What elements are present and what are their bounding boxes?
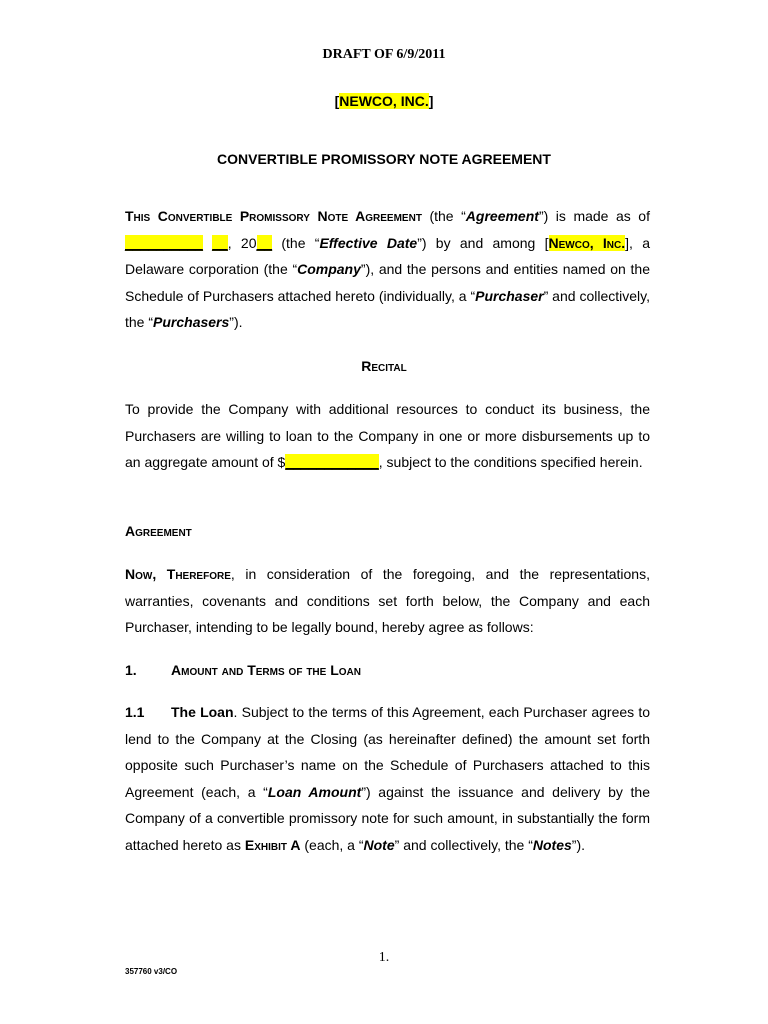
section-number: 1. — [125, 662, 137, 678]
section-text: ” and collectively, the “ — [394, 836, 533, 853]
company-name-header — [0, 93, 768, 109]
document-id: 357760 v3/CO — [125, 967, 178, 976]
blank-day: __ — [212, 234, 228, 251]
document-title: CONVERTIBLE PROMISSORY NOTE AGREEMENT — [217, 151, 551, 167]
defined-term-purchaser: Purchaser — [475, 287, 544, 304]
defined-term-note: Note — [363, 836, 395, 853]
section-text: (each, a “ — [300, 836, 364, 853]
recital-text: , subject to the conditions specified herein. — [378, 454, 643, 471]
intro-lead: This Convertible Promissory Note Agreement — [125, 208, 422, 224]
intro-text: , 20 — [227, 234, 257, 251]
bracket-close: ] — [428, 93, 434, 109]
section-1-heading — [125, 662, 361, 678]
section-text: . Subject to the terms of this Agreement, each Purchaser agrees to lend to the Company at the Closing (as hereinafter defined) the amount set forth opposite such Purchaser’s name on the Schedule of Purchasers attached to this Agreement (each, a “ — [125, 704, 651, 800]
subsection-title: The Loan — [171, 704, 234, 720]
intro-paragraph — [125, 203, 650, 336]
blank-month: __________ — [125, 234, 203, 251]
intro-text: ” and collectively, the “ — [125, 287, 650, 331]
section-text: ”). — [571, 836, 586, 853]
subsection-number: 1.1 — [125, 704, 145, 720]
recital-paragraph — [125, 396, 650, 476]
blank-aggregate-amount: ____________ — [285, 454, 379, 471]
recital-text: To provide the Company with additional resources to conduct its business, the Purchasers are willing to loan to the Company in one or more disbursements up to an aggregate amount of $ — [125, 401, 650, 471]
blank-year: __ — [256, 234, 273, 251]
section-1-1-paragraph — [125, 699, 650, 859]
bracket-open: [ — [334, 93, 340, 109]
section-title: Amount and Terms of the Loan — [171, 662, 361, 678]
agreement-heading: Agreement — [125, 523, 192, 539]
defined-term-loan-amount: Loan Amount — [267, 783, 362, 800]
recital-heading: Recital — [361, 358, 407, 374]
defined-term-agreement: Agreement — [465, 208, 539, 224]
intro-text: (the “ — [272, 234, 320, 251]
agreement-paragraph — [125, 561, 650, 641]
defined-term-purchasers: Purchasers — [153, 314, 230, 331]
intro-text: (the “ — [421, 208, 466, 224]
intro-text: ”). — [229, 314, 243, 331]
draft-date-header: DRAFT OF 6/9/2011 — [322, 47, 446, 62]
page-number: 1. — [378, 950, 390, 965]
agreement-text: , in consideration of the foregoing, and the representations, warranties, covenants and conditions set forth below, the Company and each Purchaser, intending to be legally bound, hereby agree as follows: — [125, 566, 650, 636]
defined-term-company: Company — [297, 261, 361, 278]
now-therefore: Now, Therefore — [125, 566, 231, 582]
intro-text: ”) by and among [ — [417, 234, 549, 251]
newco-name: Newco, Inc. — [548, 234, 626, 251]
section-text: ”) against the issuance and delivery by the Company of a convertible promissory note for such amount, in substantially the form attached hereto as — [125, 783, 651, 853]
intro-text: ], a Delaware corporation (the “ — [125, 234, 650, 278]
intro-text: ”) is made as of — [538, 208, 650, 224]
intro-text: ”), and the persons and entities named on the Schedule of Purchasers attached hereto (individually, a “ — [125, 261, 651, 304]
company-name-highlight: NEWCO, INC. — [339, 93, 429, 109]
defined-term-notes: Notes — [532, 836, 572, 853]
defined-term-effective-date: Effective Date — [319, 234, 418, 251]
exhibit-reference: Exhibit A — [244, 836, 301, 853]
intro-text — [203, 235, 212, 251]
